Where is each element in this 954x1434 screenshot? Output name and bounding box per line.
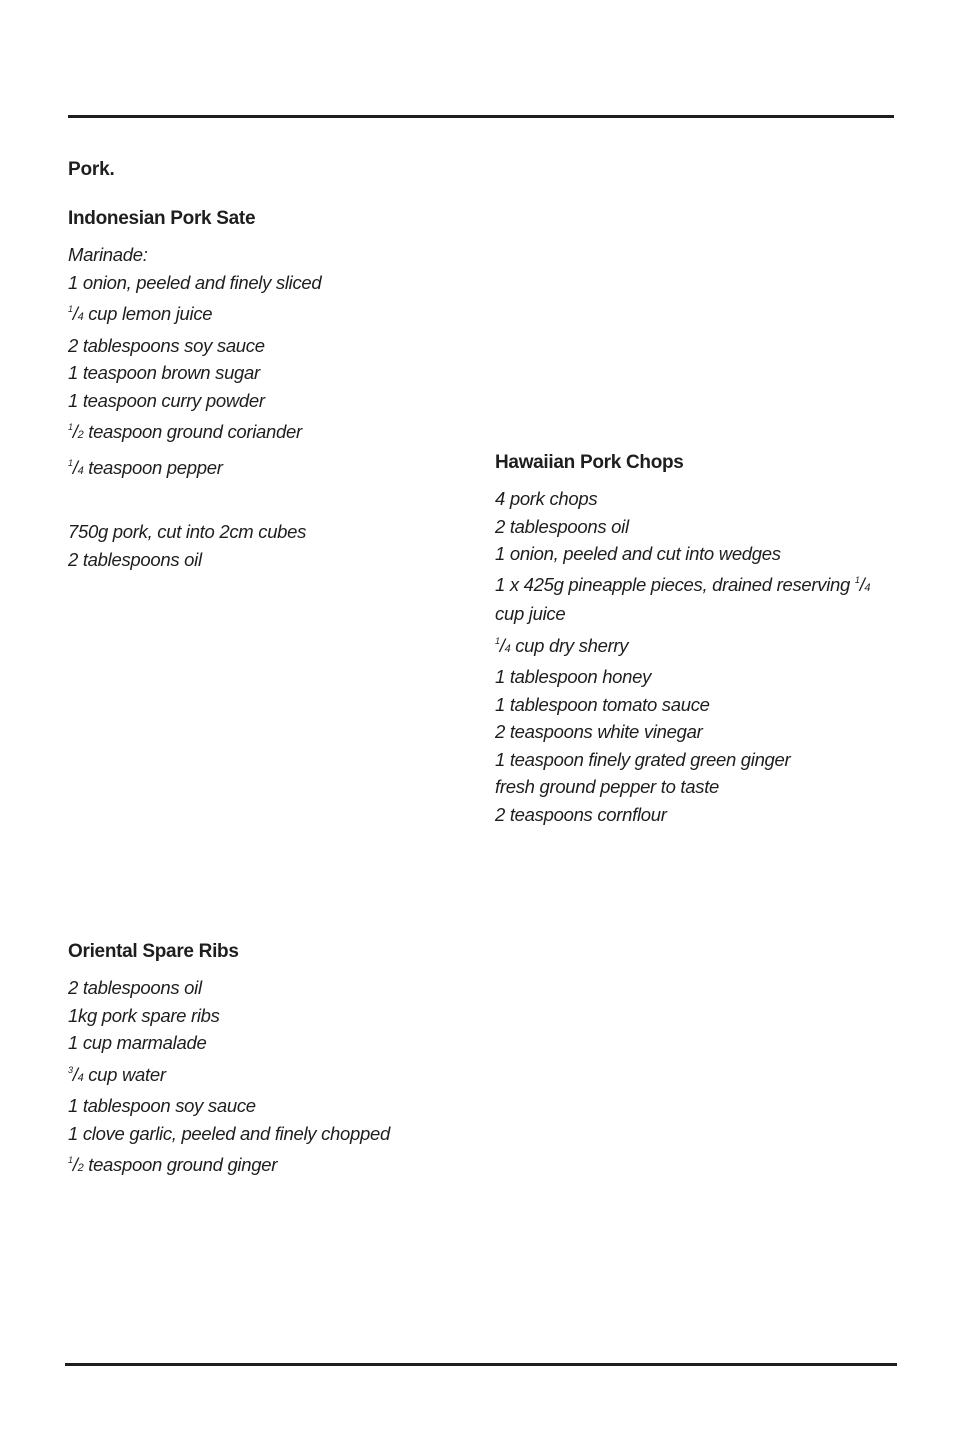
top-rule: [68, 115, 894, 118]
ingredient-line: $^1$/4 cup lemon juice: [68, 303, 213, 324]
ingredient-line: 4 pork chops: [495, 488, 598, 509]
section-title: Pork.: [68, 159, 115, 180]
ingredient-line: 2 tablespoons oil: [68, 977, 202, 998]
ingredient-line: $^3$/4 cup water: [68, 1063, 166, 1085]
recipe-title: Hawaiian Pork Chops: [495, 452, 684, 473]
ingredient-line: 1 cup marmalade: [68, 1032, 207, 1053]
ingredient-line: 1 teaspoon brown sugar: [68, 362, 260, 383]
ingredient-line: $^1$/4 teaspoon pepper: [68, 456, 223, 478]
ingredient-line: 2 tablespoons oil: [68, 548, 202, 570]
recipe-title: Oriental Spare Ribs: [68, 941, 239, 962]
bottom-rule: [65, 1363, 897, 1366]
ingredient-line: 1 clove garlic, peeled and finely chopped: [68, 1122, 390, 1144]
ingredient-line: 1 teaspoon curry powder: [68, 389, 265, 411]
ingredient-list: [495, 485, 895, 828]
ingredient-line: Marinade:: [68, 244, 148, 265]
recipe-hawaiian-pork-chops: [495, 451, 895, 828]
ingredient-line: 2 teaspoons cornflour: [495, 803, 667, 825]
recipe-title: Indonesian Pork Sate: [68, 208, 256, 229]
ingredient-line: fresh ground pepper to taste: [495, 776, 720, 797]
ingredient-list: [68, 241, 448, 573]
ingredient-line: 1 onion, peeled and cut into wedges: [495, 543, 781, 564]
ingredient-line: 1 onion, peeled and finely sliced: [68, 271, 322, 293]
ingredient-list: [68, 974, 488, 1183]
ingredient-line: $^1$/4 cup dry sherry: [495, 634, 629, 656]
ingredient-line: 1kg pork spare ribs: [68, 1004, 220, 1026]
ingredient-line: 1 tablespoon soy sauce: [68, 1095, 256, 1116]
ingredient-line: 1 x 425g pineapple pieces, drained reserving $^1$/4 cup juice: [495, 573, 871, 624]
ingredient-line: 750g pork, cut into 2cm cubes: [68, 521, 307, 542]
ingredient-line: 2 tablespoons soy sauce: [68, 334, 265, 356]
recipe-oriental-spare-ribs: [68, 940, 488, 1183]
ingredient-line: 1 tablespoon tomato sauce: [495, 693, 710, 715]
recipe-indonesian-pork-sate: [68, 207, 448, 573]
ingredient-line: 2 tablespoons oil: [495, 515, 629, 537]
ingredient-line: 1 tablespoon honey: [495, 666, 652, 687]
ingredient-line: $^1$/2 teaspoon ground ginger: [68, 1154, 278, 1175]
ingredient-line: 1 teaspoon finely grated green ginger: [495, 748, 791, 770]
ingredient-line: 2 teaspoons white vinegar: [495, 721, 703, 742]
ingredient-line: $^1$/2 teaspoon ground coriander: [68, 421, 302, 442]
